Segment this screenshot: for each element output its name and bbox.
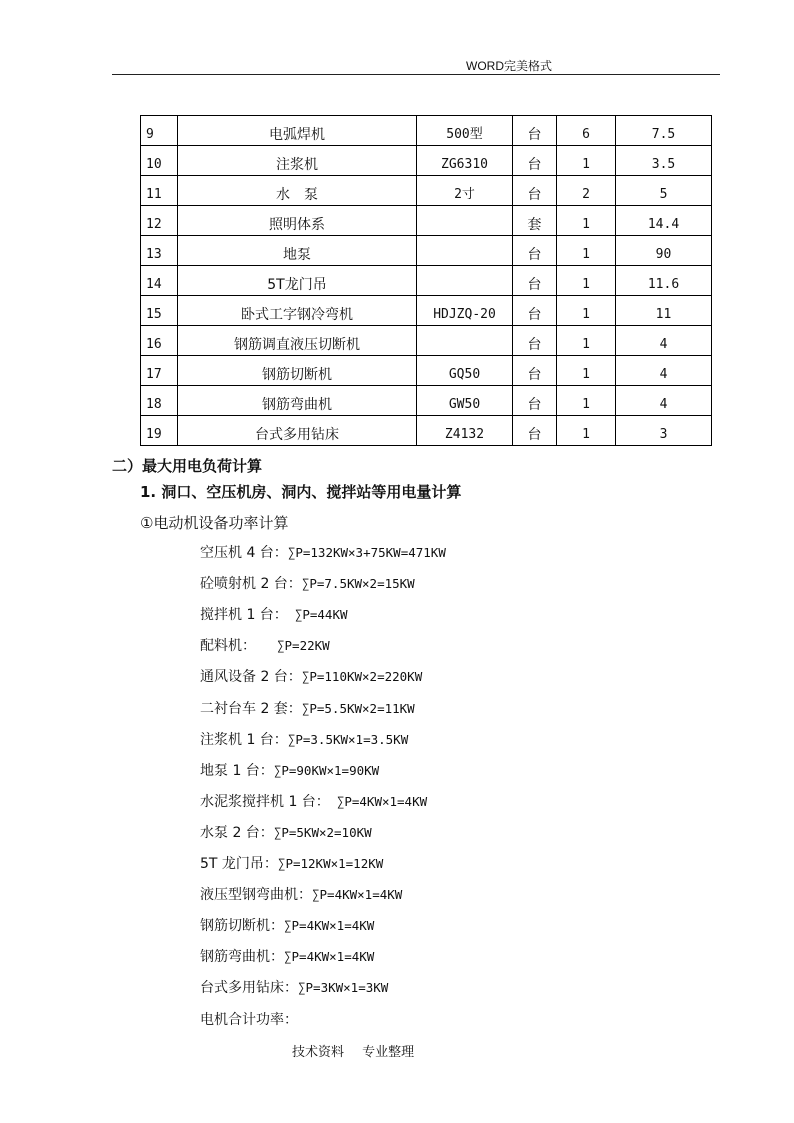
calc-line (200, 636, 330, 656)
cell-qty: 1 (557, 296, 616, 326)
cell-power: 11 (616, 296, 712, 326)
cell-qty: 1 (557, 266, 616, 296)
cell-qty: 1 (557, 386, 616, 416)
table-row (141, 326, 712, 356)
cell-no: 15 (141, 296, 178, 326)
table-row (141, 176, 712, 206)
calc-formula: ∑P=7.5KW×2=15KW (301, 576, 415, 592)
cell-unit: 台 (513, 236, 557, 266)
cell-no: 10 (141, 146, 178, 176)
cell-model: ZG6310 (417, 146, 513, 176)
calc-label: 空压机 4 台： (200, 545, 288, 561)
cell-name: 水 泵 (178, 176, 417, 206)
calc-label: 搅拌机 1 台： (200, 607, 295, 624)
cell-model (417, 266, 513, 296)
cell-no: 12 (141, 206, 178, 236)
cell-no: 13 (141, 236, 178, 266)
cell-power: 4 (616, 386, 712, 416)
calc-label: 钢筋切断机： (200, 918, 284, 935)
table-row (141, 236, 712, 266)
table-row (141, 146, 712, 176)
calc-line (200, 885, 402, 905)
cell-power: 90 (616, 236, 712, 266)
section-title: 二）最大用电负荷计算 (112, 457, 263, 475)
cell-unit: 台 (513, 266, 557, 296)
calc-formula: ∑P=90KW×1=90KW (273, 762, 380, 778)
cell-qty: 1 (557, 146, 616, 176)
cell-model (417, 326, 513, 356)
calc-line (200, 699, 415, 719)
cell-power: 11.6 (616, 266, 712, 296)
calc-line (200, 667, 422, 687)
calc-label: 台式多用钻床： (200, 980, 298, 997)
cell-model: HDJZQ-20 (417, 296, 513, 326)
cell-qty: 1 (557, 326, 616, 356)
table-row (141, 416, 712, 446)
cell-unit: 台 (513, 146, 557, 176)
header-text: WORD完美格式 (466, 59, 552, 73)
cell-model (417, 206, 513, 236)
item-title: ①电动机设备功率计算 (140, 514, 289, 532)
cell-unit: 台 (513, 176, 557, 206)
calc-line (200, 792, 427, 812)
calc-line (200, 823, 372, 843)
calc-line (200, 574, 415, 594)
cell-no: 18 (141, 386, 178, 416)
cell-power: 4 (616, 326, 712, 356)
table-row (141, 206, 712, 236)
calc-line (200, 605, 348, 625)
cell-no: 9 (141, 116, 178, 146)
cell-qty: 1 (557, 416, 616, 446)
cell-power: 7.5 (616, 116, 712, 146)
cell-model: 2寸 (417, 176, 513, 206)
cell-qty: 6 (557, 116, 616, 146)
table-row (141, 356, 712, 386)
cell-unit: 台 (513, 296, 557, 326)
calc-label: 水泥浆搅拌机 1 台： (200, 793, 337, 810)
calc-label: 通风设备 2 台： (200, 669, 302, 686)
cell-unit: 套 (513, 206, 557, 236)
page-footer: 技术资料 专业整理 (292, 1045, 415, 1060)
cell-qty: 2 (557, 176, 616, 206)
cell-unit: 台 (513, 386, 557, 416)
cell-unit: 台 (513, 326, 557, 356)
calc-formula: ∑P=3.5KW×1=3.5KW (287, 731, 409, 747)
calc-formula: ∑P=4KW×1=4KW (336, 793, 428, 809)
calc-line (200, 1010, 298, 1030)
calc-formula: ∑P=44KW (294, 607, 348, 623)
calc-label: 二衬台车 2 套： (200, 700, 302, 717)
calc-line (200, 916, 374, 936)
calc-formula: ∑P=110KW×2=220KW (301, 669, 423, 685)
calc-formula: ∑P=3KW×1=3KW (298, 980, 389, 996)
calc-formula: ∑P=22KW (277, 638, 330, 654)
equipment-table (140, 115, 712, 446)
calc-line (200, 730, 408, 750)
cell-unit: 台 (513, 356, 557, 386)
calc-label: 配料机： (200, 638, 277, 655)
cell-name: 照明体系 (178, 206, 417, 236)
calc-line (200, 854, 383, 874)
calc-formula: ∑P=4KW×1=4KW (284, 918, 375, 934)
cell-model: GQ50 (417, 356, 513, 386)
calc-label: 地泵 1 台： (200, 762, 274, 779)
cell-name: 钢筋调直液压切断机 (178, 326, 417, 356)
equipment-table-body (141, 116, 712, 446)
page-header (112, 56, 720, 75)
cell-no: 14 (141, 266, 178, 296)
calc-label: 5T 龙门吊： (200, 856, 278, 872)
cell-name: 卧式工字钢冷弯机 (178, 296, 417, 326)
cell-name: 电弧焊机 (178, 116, 417, 146)
cell-no: 19 (141, 416, 178, 446)
calc-label: 钢筋弯曲机： (200, 949, 284, 966)
table-row (141, 296, 712, 326)
calc-line (200, 947, 374, 967)
table-row (141, 266, 712, 296)
cell-name: 台式多用钻床 (178, 416, 417, 446)
calc-formula: ∑P=4KW×1=4KW (312, 887, 403, 903)
cell-qty: 1 (557, 206, 616, 236)
calc-line (200, 761, 379, 781)
cell-model: GW50 (417, 386, 513, 416)
cell-power: 4 (616, 356, 712, 386)
cell-power: 3 (616, 416, 712, 446)
cell-no: 11 (141, 176, 178, 206)
cell-name: 注浆机 (178, 146, 417, 176)
calc-formula: ∑P=4KW×1=4KW (284, 949, 375, 965)
cell-unit: 台 (513, 116, 557, 146)
cell-name: 钢筋弯曲机 (178, 386, 417, 416)
cell-name: 地泵 (178, 236, 417, 266)
calc-line (200, 978, 388, 998)
cell-model: 500型 (417, 116, 513, 146)
cell-no: 16 (141, 326, 178, 356)
cell-qty: 1 (557, 356, 616, 386)
cell-qty: 1 (557, 236, 616, 266)
calc-formula: ∑P=5.5KW×2=11KW (301, 700, 415, 716)
cell-model (417, 236, 513, 266)
subsection-title: 1. 洞口、空压机房、洞内、搅拌站等用电量计算 (140, 483, 462, 501)
calc-formula: ∑P=132KW×3+75KW=471KW (287, 545, 446, 560)
cell-unit: 台 (513, 416, 557, 446)
cell-power: 14.4 (616, 206, 712, 236)
calc-label: 注浆机 1 台： (200, 731, 288, 748)
cell-name: 钢筋切断机 (178, 356, 417, 386)
calc-line (200, 543, 446, 563)
cell-no: 17 (141, 356, 178, 386)
table-row (141, 116, 712, 146)
calc-label: 电机合计功率： (200, 1011, 298, 1028)
calc-formula: ∑P=12KW×1=12KW (277, 856, 384, 871)
calc-label: 液压型钢弯曲机： (200, 887, 312, 904)
cell-power: 5 (616, 176, 712, 206)
table-row (141, 386, 712, 416)
cell-power: 3.5 (616, 146, 712, 176)
calc-formula: ∑P=5KW×2=10KW (273, 824, 372, 840)
cell-model: Z4132 (417, 416, 513, 446)
calc-label: 砼喷射机 2 台： (200, 576, 302, 593)
cell-name: 5T龙门吊 (178, 266, 417, 296)
calc-label: 水泵 2 台： (200, 824, 274, 841)
